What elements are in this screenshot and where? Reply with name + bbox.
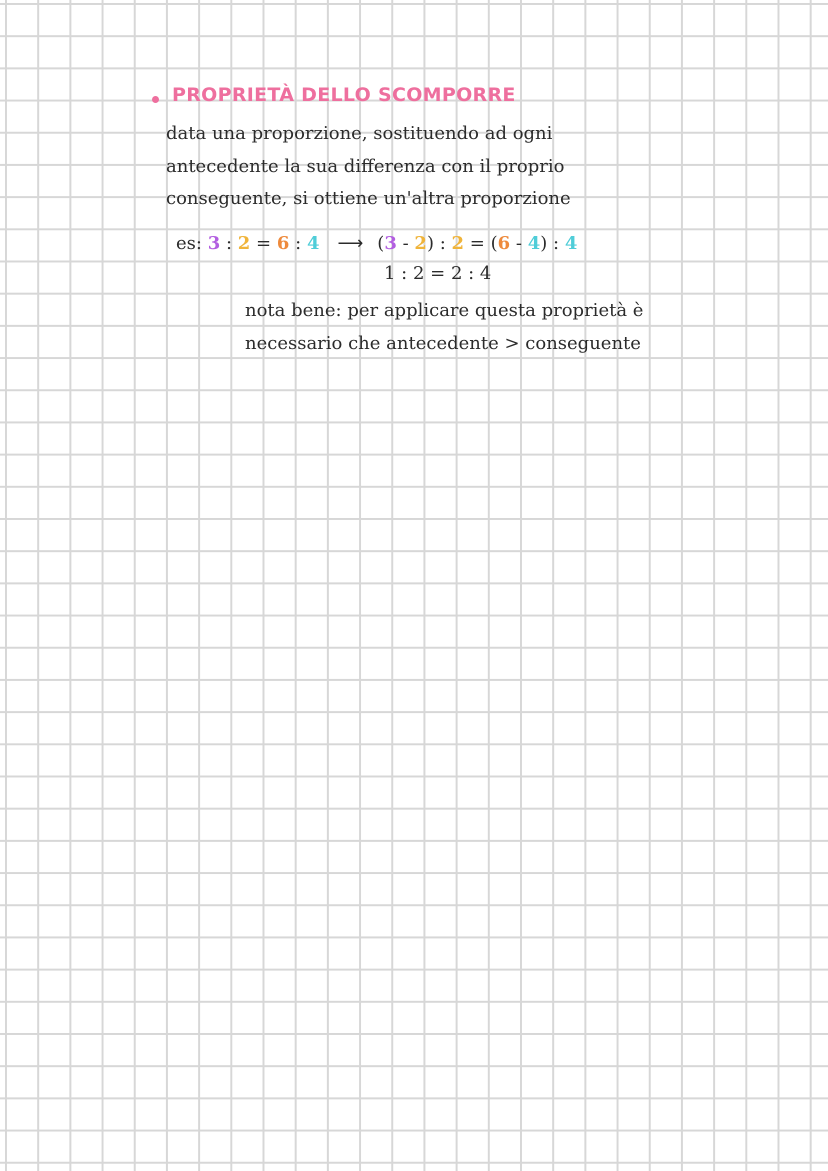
- minus-sign: -: [402, 233, 409, 254]
- ratio-sign: :: [225, 233, 233, 254]
- example-prefix: es:: [176, 233, 202, 254]
- antecedent-1: 3: [207, 233, 221, 254]
- note-line: necessario che antecedente > conseguente: [245, 332, 641, 354]
- rhs-consequent-2: 4: [564, 233, 578, 254]
- antecedent-2: 6: [276, 233, 290, 254]
- equals-sign: =: [256, 233, 272, 254]
- note-bene: [245, 295, 705, 360]
- example-result: 1 : 2 = 2 : 4: [384, 263, 492, 284]
- equals-sign: =: [469, 233, 485, 254]
- definition-line: conseguente, si ottiene un'altra proporzione: [166, 188, 571, 209]
- definition-line: antecedente la sua differenza con il proprio: [166, 155, 565, 177]
- ratio-sign: :: [295, 233, 302, 254]
- section-heading: PROPRIETÀ DELLO SCOMPORRE: [172, 84, 516, 106]
- ratio-sign: :: [439, 233, 446, 254]
- paren-close: ): [540, 233, 548, 254]
- paren-open: (: [490, 233, 498, 254]
- example-row: [176, 233, 577, 254]
- rhs-antecedent-2: 6: [497, 233, 511, 254]
- consequent-1: 2: [237, 233, 251, 254]
- rhs-consequent-1: 2: [451, 233, 465, 254]
- paren-close: ): [426, 233, 434, 254]
- long-right-arrow-icon: ⟶: [337, 233, 364, 254]
- minus-sign: -: [515, 233, 523, 254]
- definition-paragraph: [166, 118, 636, 216]
- paren-open: (: [377, 233, 385, 254]
- bullet-point: [152, 96, 159, 103]
- ratio-sign: :: [553, 233, 560, 254]
- consequent-2: 4: [306, 233, 320, 254]
- rhs-subtrahend-1: 2: [414, 233, 427, 254]
- rhs-antecedent-1: 3: [384, 233, 397, 254]
- rhs-subtrahend-2: 4: [527, 233, 541, 254]
- definition-line: data una proporzione, sostituendo ad ogni: [166, 123, 553, 144]
- note-line: nota bene: per applicare questa proprietà è: [245, 300, 644, 321]
